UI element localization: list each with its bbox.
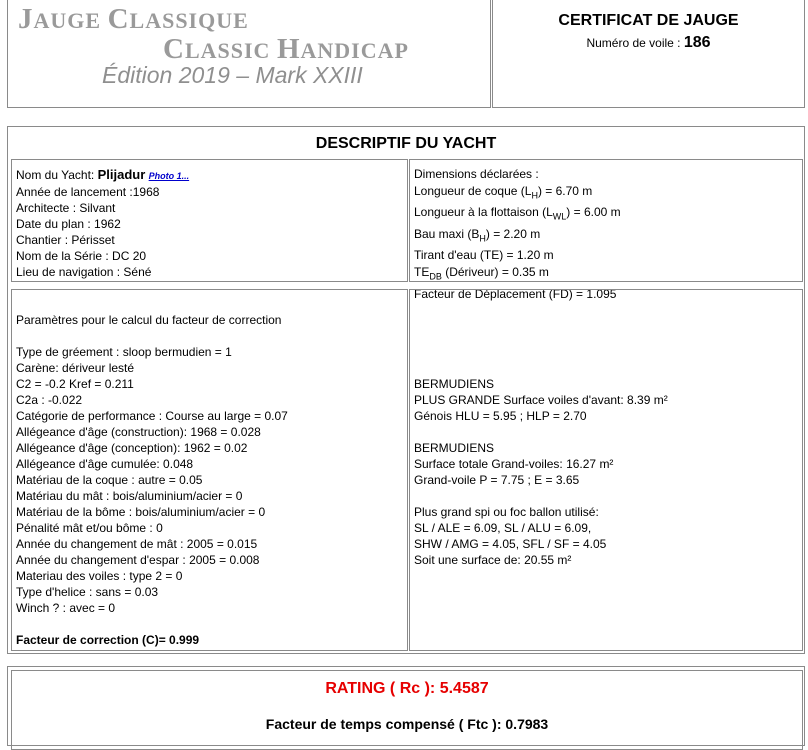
certificate-title: CERTIFICAT DE JAUGE	[558, 12, 739, 29]
param-line: Allégeance d'âge cumulée: 0.048	[16, 457, 194, 471]
sail-line: SL / ALE = 6.09, SL / ALU = 6.09,	[414, 521, 592, 535]
param-line: Catégorie de performance : Course au large = 0.07	[16, 409, 288, 423]
param-line: Matériau de la bôme : bois/aluminium/acier = 0	[16, 505, 266, 519]
sail-line: Grand-voile P = 7.75 ; E = 3.65	[414, 473, 580, 487]
dim-fd: Facteur de Déplacement (FD) = 1.095	[414, 286, 617, 301]
param-line: Pénalité mât et/ou bôme : 0	[16, 521, 163, 535]
dimensions-cell	[409, 159, 803, 301]
rating-value: RATING ( Rc ): 5.4587	[325, 680, 489, 697]
parameters-cell	[11, 289, 408, 651]
param-line: Matériau de la coque : autre = 0.05	[16, 473, 203, 487]
sail-line: BERMUDIENS	[414, 441, 495, 455]
params-title: Paramètres pour le calcul du facteur de correction	[16, 313, 282, 327]
info-line: Lieu de navigation : Séné	[16, 265, 152, 279]
info-line: Année de lancement :1968	[16, 185, 160, 199]
sail-line: Surface totale Grand-voiles: 16.27 m²	[414, 457, 614, 471]
descriptif-heading: DESCRIPTIF DU YACHT	[315, 135, 497, 152]
info-line: Architecte : Silvant	[16, 201, 116, 215]
param-line: Matériau du mât : bois/aluminium/acier = 0	[16, 489, 243, 503]
header-title-box	[7, 0, 491, 108]
dim-lh: Longueur de coque $(L_H) = 6.70$ m	[414, 184, 593, 201]
param-line: Materiau des voiles : type 2 = 0	[16, 569, 183, 583]
descriptif-section	[7, 126, 805, 654]
info-line: Nom de la Série : DC 20	[16, 249, 147, 263]
photo-link[interactable]: Photo 1...	[148, 171, 190, 181]
ftc-value: Facteur de temps compensé ( Ftc ): 0.7983	[265, 716, 549, 732]
param-line: C2a : -0.022	[16, 393, 83, 407]
rating-cell	[11, 670, 803, 750]
dim-bh: Bau maxi $(B_H) = 2.20$ m	[414, 226, 541, 244]
title-line-1: JAUGE CLASSIQUE	[18, 3, 249, 35]
info-line: Date du plan : 1962	[16, 217, 121, 231]
sail-line: BERMUDIENS	[414, 377, 495, 391]
dim-te: Tirant d'eau (TE) = 1.20 m	[414, 248, 554, 263]
title-line-2: CLASSIC HANDICAP	[163, 33, 409, 65]
dimensions-title: Dimensions déclarées :	[414, 167, 539, 181]
param-line: Année du changement d'espar : 2005 = 0.008	[16, 553, 260, 567]
info-line: Chantier : Périsset	[16, 233, 115, 247]
sail-line: Génois HLU = 5.95 ; HLP = 2.70	[414, 409, 587, 423]
certificate-box	[492, 0, 805, 108]
correction-factor: Facteur de correction (C)= 0.999	[16, 633, 200, 647]
param-line: Année du changement de mât : 2005 = 0.015	[16, 537, 258, 551]
yacht-name: Plijadur	[97, 167, 146, 182]
param-line: C2 = -0.2 Kref = 0.211	[16, 377, 134, 391]
param-line: Winch ? : avec = 0	[16, 601, 116, 615]
yacht-info-cell	[11, 159, 408, 282]
sails-cell	[409, 289, 803, 651]
param-line: Allégeance d'âge (construction): 1968 = 0.028	[16, 425, 261, 439]
sail-number: 186	[683, 34, 711, 51]
dim-tedb: $TE_{DB}$ (Dériveur) = 0.35 m	[414, 265, 549, 282]
param-line: Type d'helice : sans = 0.03	[16, 585, 159, 599]
param-line: Carène: dériveur lesté	[16, 361, 135, 375]
sail-line: Plus grand spi ou foc ballon utilisé:	[414, 505, 599, 519]
sail-number-line: Numéro de voile : 186	[586, 34, 711, 51]
edition-subtitle: Édition 2019 – Mark XXIII	[102, 62, 363, 88]
dim-lwl: Longueur à la flottaison $(L_{WL}) = 6.00$ m	[414, 205, 621, 222]
param-line: Type de gréement : sloop bermudien = 1	[16, 345, 232, 359]
sail-line: Soit une surface de: 20.55 m²	[414, 553, 572, 567]
yacht-name-line: Nom du Yacht: Plijadur Photo 1...	[16, 167, 190, 182]
param-line: Allégeance d'âge (conception): 1962 = 0.02	[16, 441, 248, 455]
sail-line: PLUS GRANDE Surface voiles d'avant: 8.39 m²	[414, 393, 668, 407]
rating-section	[7, 666, 805, 746]
sail-line: SHW / AMG = 4.05, SFL / SF = 4.05	[414, 537, 607, 551]
